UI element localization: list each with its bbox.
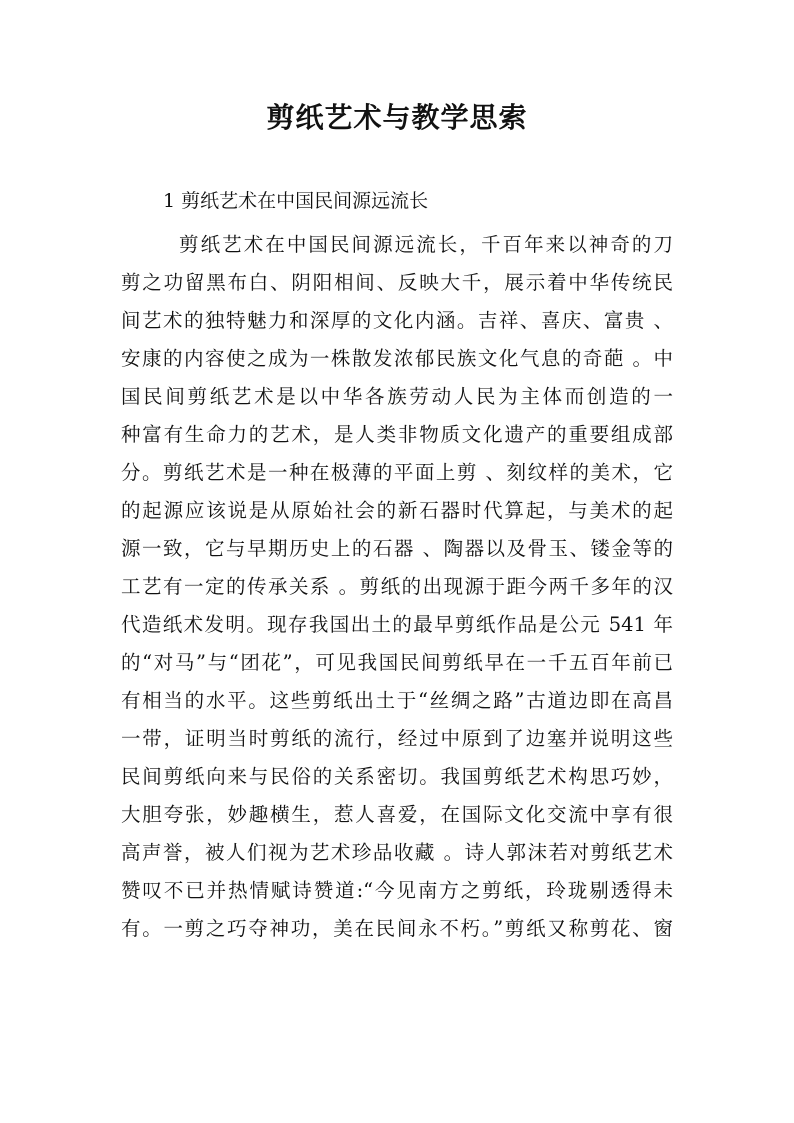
body-line: 的起源应该说是从原始社会的新石器时代算起，与美术的起 [121,499,673,522]
body-line: 有相当的水平。这些剪纸出土于“丝绸之路”古道边即在高昌 [121,689,673,712]
body-line: 国民间剪纸艺术是以中华各族劳动人民为主体而创造的一 [121,385,673,408]
section-heading: 1 剪纸艺术在中国民间源远流长 [163,190,429,212]
body-line: 有。一剪之巧夺神功，美在民间永不朽。”剪纸又称剪花、窗 [121,917,673,940]
body-line: 源一致，它与早期历史上的石器 、陶器以及骨玉、镂金等的 [121,537,673,560]
body-line: 剪之功留黑布白、阴阳相间、反映大千，展示着中华传统民 [121,271,673,294]
body-line: 代造纸术发明。现存我国出土的最早剪纸作品是公元 541 年 [121,613,673,636]
body-line: 一带，证明当时剪纸的流行，经过中原到了边塞并说明这些 [121,727,673,750]
body-line: 民间剪纸向来与民俗的关系密切。我国剪纸艺术构思巧妙， [121,765,673,788]
body-line: 安康的内容使之成为一株散发浓郁民族文化气息的奇葩 。中 [121,347,673,370]
body-line: 间艺术的独特魅力和深厚的文化内涵。吉祥、喜庆、富贵 、 [121,309,673,332]
body-line: 的“对马”与“团花”，可见我国民间剪纸早在一千五百年前已 [121,651,673,674]
body-line: 工艺有一定的传承关系 。剪纸的出现源于距今两千多年的汉 [121,575,673,598]
body-paragraph [121,226,673,948]
body-line: 种富有生命力的艺术，是人类非物质文化遗产的重要组成部 [121,423,673,446]
body-line: 剪纸艺术在中国民间源远流长，千百年来以神奇的刀 [179,233,673,256]
body-line: 赞叹不已并热情赋诗赞道:“今见南方之剪纸，玲珑剔透得未 [121,879,673,902]
body-line: 高声誉，被人们视为艺术珍品收藏 。诗人郭沫若对剪纸艺术 [121,841,673,864]
body-line: 分。剪纸艺术是一种在极薄的平面上剪 、刻纹样的美术，它 [121,461,673,484]
body-line: 大胆夸张，妙趣横生，惹人喜爱，在国际文化交流中享有很 [121,803,673,826]
document-title: 剪纸艺术与教学思索 [266,101,528,134]
